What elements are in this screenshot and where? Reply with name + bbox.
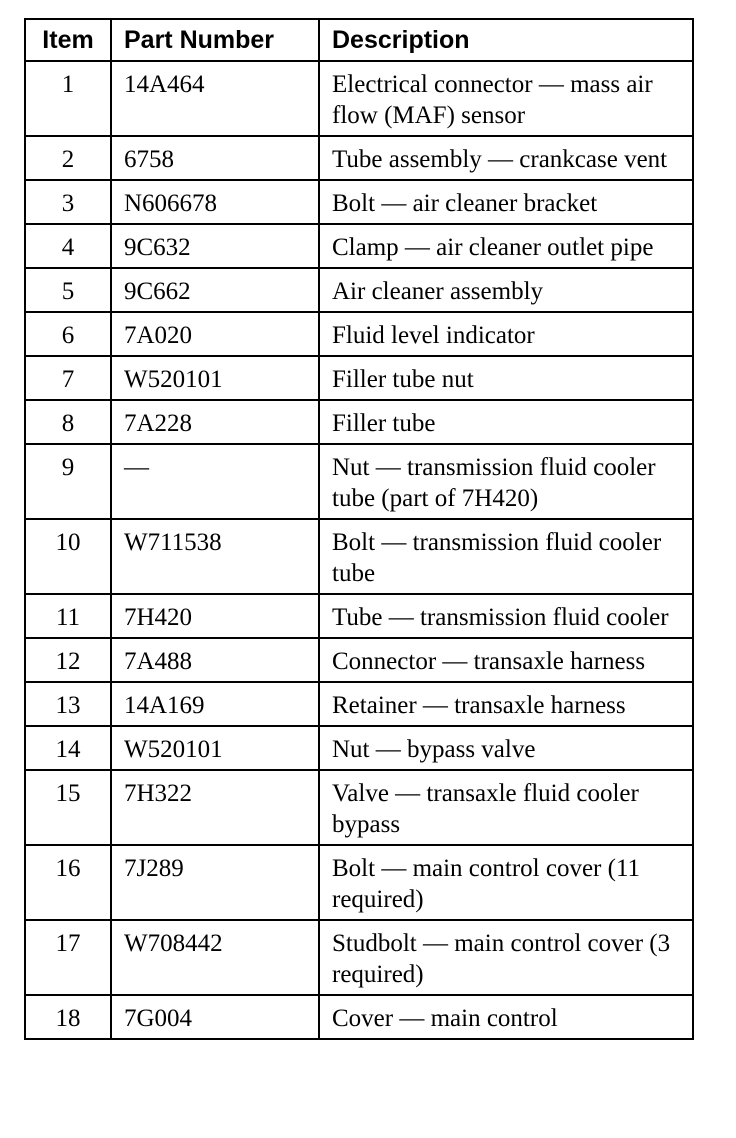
item-number: 6 — [25, 312, 111, 356]
table-row — [25, 995, 693, 1039]
item-number: 14 — [25, 726, 111, 770]
header-item: Item — [25, 19, 111, 61]
table-row — [25, 356, 693, 400]
part-description: Fluid level indicator — [319, 312, 693, 356]
part-number: 7A488 — [111, 638, 319, 682]
table-row — [25, 312, 693, 356]
item-number: 7 — [25, 356, 111, 400]
table-row — [25, 444, 693, 519]
item-number: 1 — [25, 61, 111, 136]
table-row — [25, 180, 693, 224]
table-row — [25, 920, 693, 995]
part-description: Cover — main control — [319, 995, 693, 1039]
part-description: Retainer — transaxle harness — [319, 682, 693, 726]
table-row — [25, 682, 693, 726]
table-row — [25, 268, 693, 312]
item-number: 3 — [25, 180, 111, 224]
part-description: Studbolt — main control cover (3 required) — [319, 920, 693, 995]
part-description: Tube assembly — crankcase vent — [319, 136, 693, 180]
part-number: N606678 — [111, 180, 319, 224]
part-description: Bolt — transmission fluid cooler tube — [319, 519, 693, 594]
item-number: 5 — [25, 268, 111, 312]
part-number: 7A020 — [111, 312, 319, 356]
item-number: 4 — [25, 224, 111, 268]
table-row — [25, 638, 693, 682]
part-number: 7J289 — [111, 845, 319, 920]
part-number: 9C662 — [111, 268, 319, 312]
part-description: Bolt — main control cover (11 required) — [319, 845, 693, 920]
item-number: 8 — [25, 400, 111, 444]
table-row — [25, 845, 693, 920]
part-number: 7G004 — [111, 995, 319, 1039]
table-row — [25, 61, 693, 136]
parts-table — [24, 18, 694, 1040]
part-number: 7H420 — [111, 594, 319, 638]
part-description: Electrical connector — mass air flow (MAF) sensor — [319, 61, 693, 136]
header-description: Description — [319, 19, 693, 61]
item-number: 10 — [25, 519, 111, 594]
part-number: — — [111, 444, 319, 519]
item-number: 11 — [25, 594, 111, 638]
table-row — [25, 726, 693, 770]
table-row — [25, 400, 693, 444]
part-description: Air cleaner assembly — [319, 268, 693, 312]
part-description: Tube — transmission fluid cooler — [319, 594, 693, 638]
table-row — [25, 224, 693, 268]
part-number: W708442 — [111, 920, 319, 995]
table-row — [25, 594, 693, 638]
part-description: Nut — transmission fluid cooler tube (part of 7H420) — [319, 444, 693, 519]
part-number: W520101 — [111, 356, 319, 400]
part-description: Bolt — air cleaner bracket — [319, 180, 693, 224]
part-number: W520101 — [111, 726, 319, 770]
part-description: Clamp — air cleaner outlet pipe — [319, 224, 693, 268]
item-number: 15 — [25, 770, 111, 845]
part-number: 9C632 — [111, 224, 319, 268]
part-description: Nut — bypass valve — [319, 726, 693, 770]
part-description: Filler tube nut — [319, 356, 693, 400]
item-number: 16 — [25, 845, 111, 920]
item-number: 12 — [25, 638, 111, 682]
item-number: 13 — [25, 682, 111, 726]
part-number: W711538 — [111, 519, 319, 594]
header-row — [25, 19, 693, 61]
part-number: 7A228 — [111, 400, 319, 444]
part-number: 6758 — [111, 136, 319, 180]
item-number: 9 — [25, 444, 111, 519]
item-number: 18 — [25, 995, 111, 1039]
part-number: 7H322 — [111, 770, 319, 845]
item-number: 2 — [25, 136, 111, 180]
part-number: 14A169 — [111, 682, 319, 726]
part-number: 14A464 — [111, 61, 319, 136]
header-part-number: Part Number — [111, 19, 319, 61]
table-row — [25, 136, 693, 180]
part-description: Valve — transaxle fluid cooler bypass — [319, 770, 693, 845]
part-description: Filler tube — [319, 400, 693, 444]
table-row — [25, 519, 693, 594]
table-row — [25, 770, 693, 845]
table-body — [25, 61, 693, 1039]
item-number: 17 — [25, 920, 111, 995]
part-description: Connector — transaxle harness — [319, 638, 693, 682]
